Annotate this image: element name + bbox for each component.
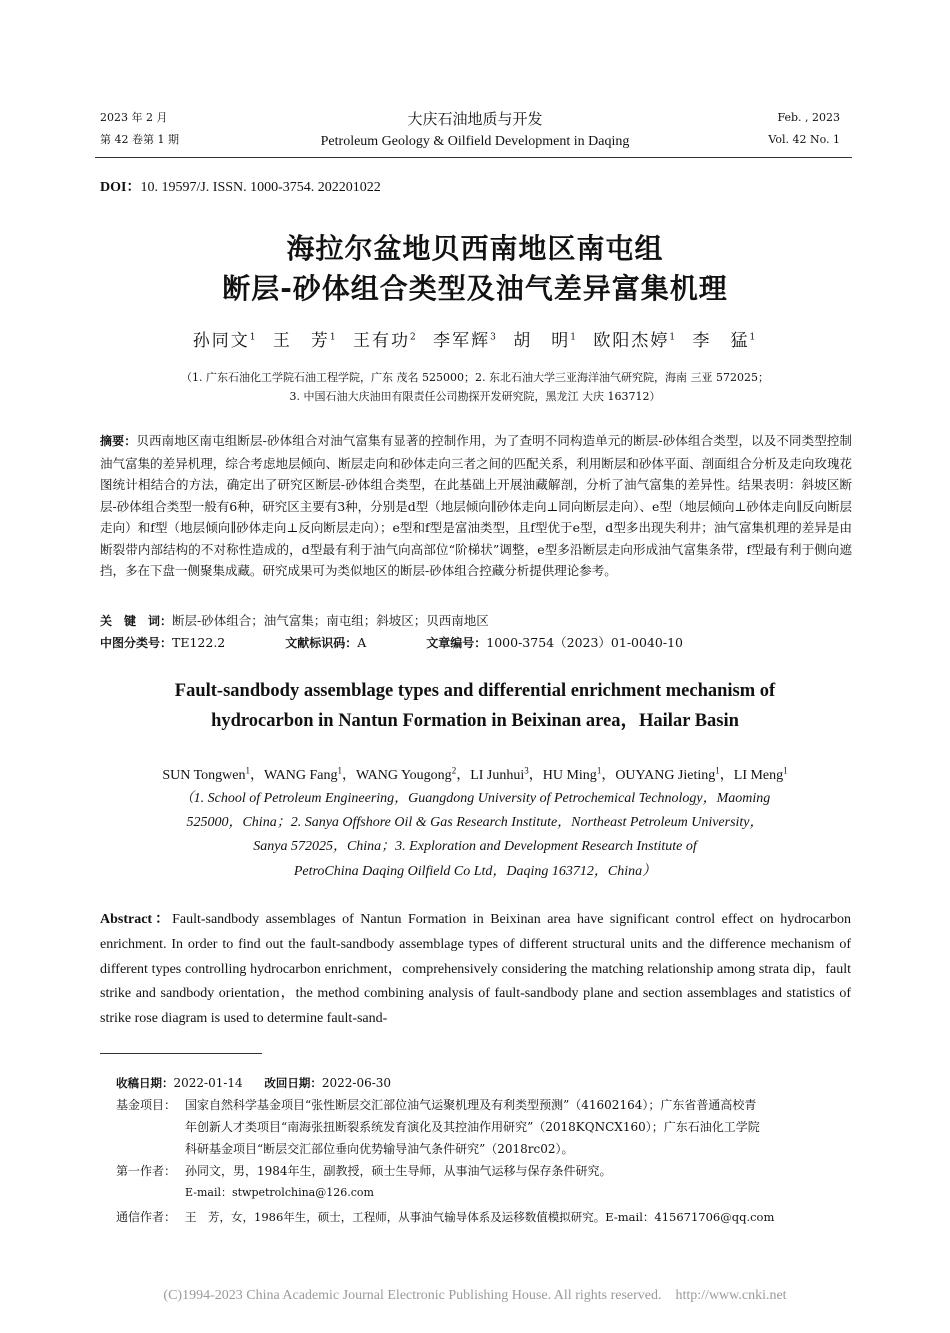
doi-value: 10. 19597/J. ISSN. 1000-3754. 202201022: [140, 180, 381, 195]
author-cn: 李 猛$^1$: [692, 331, 758, 351]
affiliation-cn-line2: 3. 中国石油大庆油田有限责任公司勘探开发研究院，黑龙江 大庆 163712）: [289, 390, 661, 403]
authors-cn: [0, 326, 950, 351]
clc-value: TE122.2: [172, 635, 226, 650]
author-cn: 王有功$^2$: [352, 331, 418, 351]
first-author-label: 第一作者：: [116, 1164, 177, 1178]
doc-code-label: 文献标识码：: [285, 636, 358, 650]
corresponding-author-info: 王 芳，女，1986年生，硕士，工程师，从事油气输导体系及运移数值模拟研究。E-mail：415671706@qq.com: [185, 1210, 775, 1224]
title-en-line2: hydrocarbon in Nantun Formation in Beixinan area，Hailar Basin: [211, 711, 739, 731]
fund-label: 基金项目：: [116, 1098, 177, 1112]
clc-label: 中图分类号：: [100, 636, 173, 650]
doi: [100, 176, 381, 196]
header-left-date: 2023 年 2 月: [100, 111, 168, 124]
title-en-line1: Fault-sandbody assemblage types and differential enrichment mechanism of: [174, 681, 776, 701]
fund-line2: 年创新人才类项目“南海张扭断裂系统发育演化及其控油作用研究”（2018KQNCX160）；广东石油化工学院: [185, 1120, 760, 1134]
affiliation-en-line2: 525000，China；2. Sanya Offshore Oil & Gas Research Institute，Northeast Petroleum University，: [186, 815, 764, 830]
abstract-cn-label: 摘要：: [100, 434, 137, 448]
first-author-info: 孙同文，男，1984年生，副教授，硕士生导师，从事油气运移与保存条件研究。: [185, 1164, 612, 1178]
fund-line1: 国家自然科学基金项目“张性断层交汇部位油气运聚机理及有利类型预测”（41602164）；广东省普通高校青: [185, 1098, 757, 1112]
author-en: SUN Tongwen$^1$，: [162, 765, 264, 783]
abstract-en-label: Abstract：: [100, 912, 173, 927]
classification-line: [100, 632, 852, 655]
received-dates: [116, 1074, 391, 1093]
received-date: 2022-01-14: [173, 1076, 243, 1090]
first-author-email: E-mail：stwpetrolchina@126.com: [185, 1186, 374, 1199]
author-en: OUYANG Jieting$^1$，: [615, 765, 734, 783]
copyright-notice: (C)1994-2023 China Academic Journal Electronic Publishing House. All rights reserved. http://www.cnki.net: [163, 1288, 787, 1303]
affiliation-en-line3: Sanya 572025，China；3. Exploration and Development Research Institute of: [253, 839, 697, 854]
header-right-volume: Vol. 42 No. 1: [768, 133, 840, 146]
abstract-en: [100, 908, 851, 1032]
authors-en: [0, 764, 950, 784]
keywords-cn-label: 关 键 词：: [100, 614, 173, 628]
header-rule: [95, 157, 852, 158]
affiliation-en-line1: （1. School of Petroleum Engineering，Guangdong University of Petrochemical Technology，Maoming: [179, 791, 771, 806]
doc-code-value: A: [357, 635, 367, 650]
journal-title-cn: 大庆石油地质与开发: [407, 110, 543, 128]
header-right-date: Feb. , 2023: [777, 111, 840, 124]
author-cn: 欧阳杰婷$^1$: [593, 331, 678, 351]
revised-label: 改回日期：: [264, 1076, 322, 1090]
author-cn: 王 芳$^1$: [272, 331, 338, 351]
revised-date: 2022-06-30: [321, 1076, 392, 1090]
author-cn: 李军辉$^3$: [433, 331, 498, 351]
author-cn: 孙同文$^1$: [192, 331, 258, 351]
fund-line3: 科研基金项目“断层交汇部位垂向优势输导油气条件研究”（2018rc02）。: [185, 1142, 574, 1156]
affiliation-cn-line1: （1. 广东石油化工学院石油工程学院，广东 茂名 525000；2. 东北石油大学三亚海洋油气研究院，海南 三亚 572025；: [181, 371, 769, 384]
title-cn-line2: 断层-砂体组合类型及油气差异富集机理: [222, 272, 728, 305]
article-no-label: 文章编号：: [426, 636, 487, 650]
doi-label: DOI：: [100, 180, 141, 195]
author-en: LI Junhui$^3$，: [470, 765, 543, 783]
abstract-cn-text: 贝西南地区南屯组断层-砂体组合对油气富集有显著的控制作用，为了查明不同构造单元的断层-砂体组合类型，以及不同类型控制油气富集的差异机理，综合考虑地层倾向、断层走向和砂体走向三者之间的匹配关系，利用断层和砂体平面、剖面组合分析及走向玫瑰花图统计相结合的方法，确定出了研究区断层-砂体组合类型，在此基础上开展油藏解剖，分析了油气富集的差异性。结果表明：斜坡区断层-砂体组合类型一般有6种，研究区主要有3种，分别是d型（地层倾向∥砂体走向⊥同向断层走向）、e型（地层倾向⊥砂体走向∥反向断层走向）和f型（地层倾向∥砂体走向⊥反向断层走向）；e型和f型是富油类型，且f型优于e型，d型多出现失利井；油气富集机理的差异是由断裂带内部结构的不对称性造成的，d型最有利于油气向高部位“阶梯状”调整，e型多沿断层走向形成油气富集条带，f型最有利于侧向遮挡，多在下盘一侧聚集成藏。研究成果可为类似地区的断层-砂体组合控藏分析提供理论参考。: [100, 433, 852, 578]
author-en: WANG Fang$^1$，: [264, 765, 356, 783]
author-cn: 胡 明$^1$: [513, 331, 578, 351]
article-no-value: 1000-3754（2023）01-0040-10: [486, 635, 683, 650]
footnote-rule: [100, 1053, 262, 1054]
author-en: WANG Yougong$^2$，: [356, 765, 471, 783]
author-en: HU Ming$^1$，: [542, 765, 616, 783]
affiliation-en-line4: PetroChina Daqing Oilfield Co Ltd，Daqing 163712，China）: [293, 864, 657, 879]
title-cn-line1: 海拉尔盆地贝西南地区南屯组: [286, 232, 664, 265]
corresponding-author-label: 通信作者：: [116, 1210, 177, 1224]
abstract-cn: [100, 430, 852, 582]
abstract-en-text: Fault-sandbody assemblages of Nantun Formation in Beixinan area have significant control effect on hydrocarbon enrichment. In order to find out the fault-sandbody assemblage types of different structural units and the difference mechanism of different types controlling hydrocarbon enrichment，comprehensively considering the matching relationship among strata dip，fault strike and sandbody orientation，the method combining analysis of fault-sandbody plane and section assemblages and statistics of strike rose diagram is used to determine fault-sand-: [100, 912, 851, 1027]
journal-title-en: Petroleum Geology & Oilfield Development in Daqing: [320, 134, 630, 149]
author-en: LI Meng$^1$: [733, 765, 788, 783]
header-left-volume: 第 42 卷第 1 期: [100, 133, 179, 146]
keywords-cn-text: 断层-砂体组合；油气富集；南屯组；斜坡区；贝西南地区: [172, 613, 489, 628]
received-label: 收稿日期：: [116, 1076, 174, 1090]
keywords-cn: [100, 610, 852, 633]
